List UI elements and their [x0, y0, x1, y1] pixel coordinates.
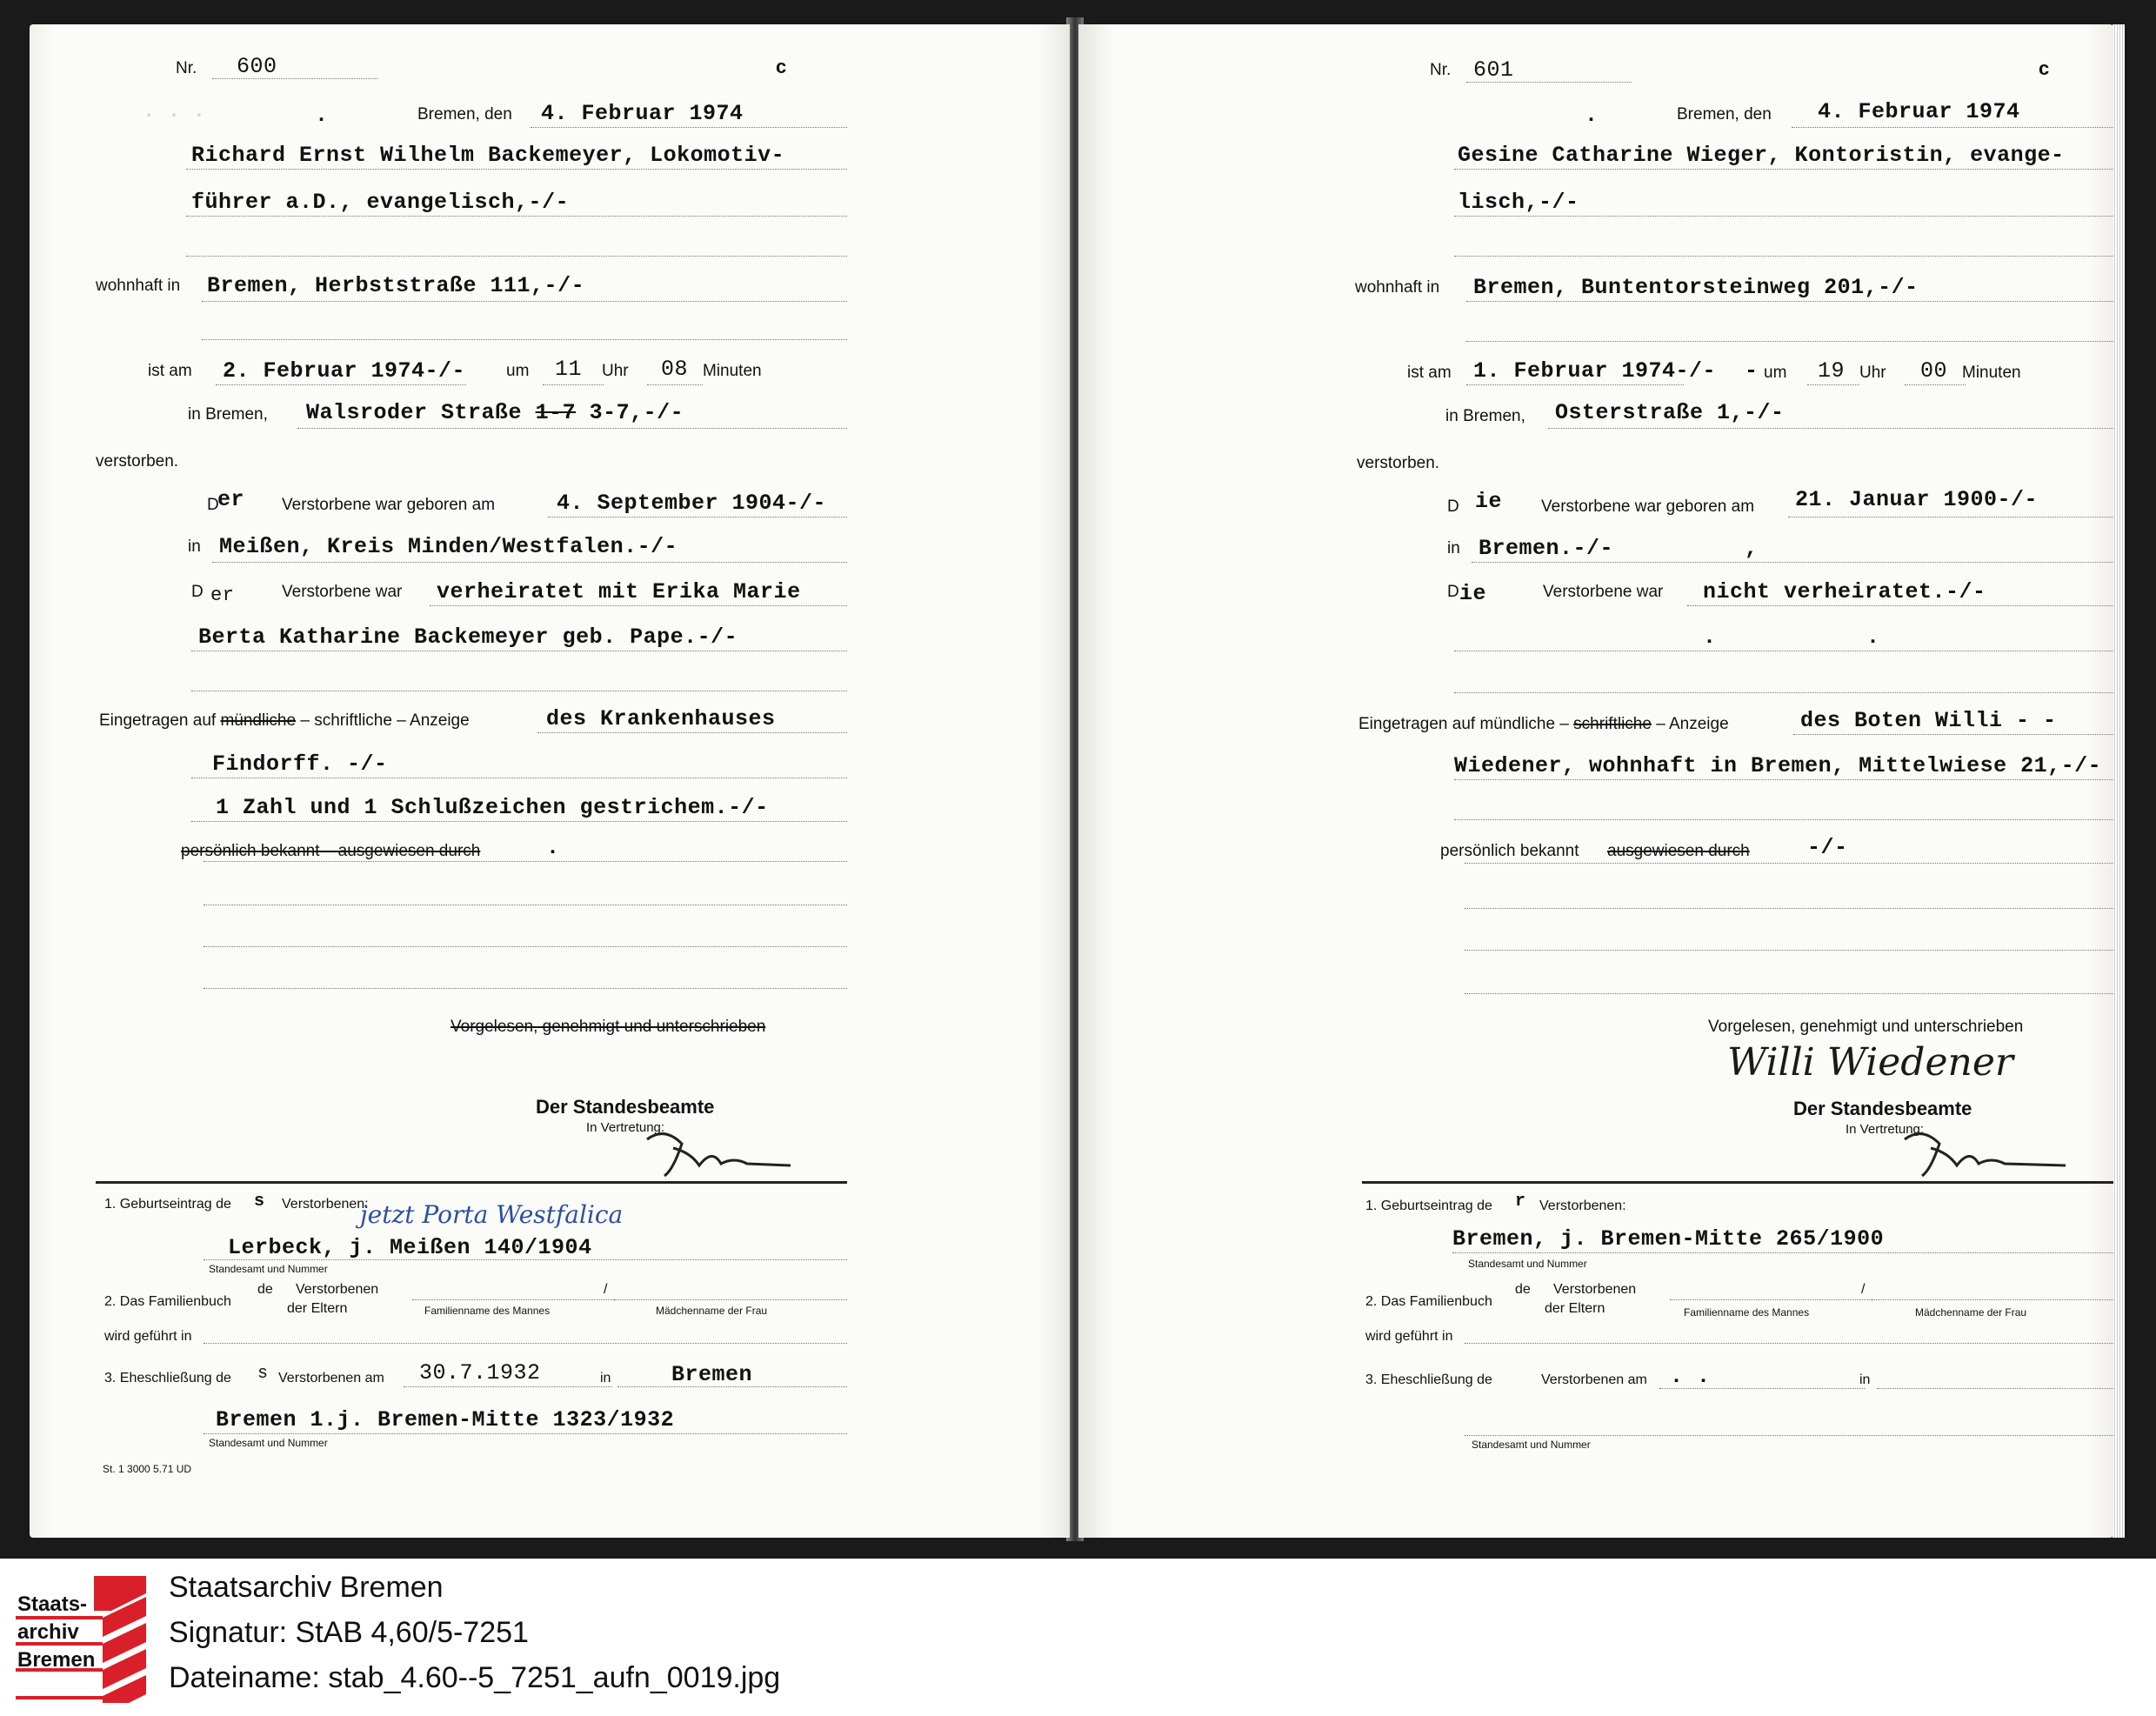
standesamt-nummer-label-2: Standesamt und Nummer	[209, 1437, 328, 1449]
der-eltern: der Eltern	[1545, 1301, 1605, 1316]
marital-status: nicht verheiratet.-/-	[1703, 579, 1986, 604]
verstorbenen-short: Verstorbenen	[296, 1282, 379, 1297]
verstorbenen-label: Verstorbenen:	[282, 1197, 369, 1212]
in-label: in	[1447, 539, 1460, 558]
familienbuch-label: 2. Das Familienbuch	[104, 1294, 231, 1309]
dot: .	[1585, 103, 1599, 128]
death-place: Osterstraße 1,-/-	[1555, 400, 1785, 425]
eheschliessung-label: 3. Eheschließung de	[1365, 1372, 1492, 1387]
death-place: Walsroder Straße 1-7 3-7,-/-	[306, 400, 684, 425]
verstorben-label: verstorben.	[1357, 454, 1440, 472]
verstorbenen-label: Verstorbenen:	[1539, 1199, 1626, 1213]
geburtseintrag-label: 1. Geburtseintrag de	[104, 1197, 231, 1212]
in-label: in	[188, 538, 201, 556]
verstorbenen-am: Verstorbenen am	[278, 1371, 384, 1385]
d-suffix-2: ie	[1459, 581, 1487, 606]
institution-name: Staatsarchiv Bremen	[169, 1571, 444, 1604]
geburtseintrag-s: r	[1515, 1192, 1526, 1212]
vertretung-label: In Vertretung:	[586, 1120, 665, 1135]
marriage-entry: Bremen 1.j. Bremen-Mitte 1323/1932	[216, 1407, 675, 1432]
ist-am-label: ist am	[148, 362, 192, 380]
de-label: de	[1515, 1282, 1531, 1297]
report-1: des Krankenhauses	[546, 706, 776, 731]
c-mark: c	[2039, 57, 2050, 79]
dot: .	[315, 103, 329, 128]
geburtseintrag-value: Bremen, j. Bremen-Mitte 265/1900	[1452, 1226, 1885, 1252]
vorgelesen-label: Vorgelesen, genehmigt und unterschrieben	[451, 1018, 766, 1036]
wohnhaft-label: wohnhaft in	[96, 277, 181, 295]
standesbeamte-label: Der Standesbeamte	[1793, 1098, 1972, 1119]
bleed-through: · · ·	[143, 104, 206, 128]
city-date-label: Bremen, den	[1677, 105, 1772, 124]
familienname-mann: Familienname des Mannes	[1684, 1306, 1810, 1319]
form-code: St. 1 3000 5.71 UD	[103, 1463, 192, 1475]
d-letter: D	[207, 496, 219, 514]
verstorbenen-short: Verstorbenen	[1553, 1282, 1637, 1297]
ausgewiesen-label: ausgewiesen durch	[1607, 842, 1750, 860]
gefuehrt-label: wird geführt in	[104, 1329, 192, 1344]
deceased-name-1: Gesine Catharine Wieger, Kontoristin, evange-	[1458, 143, 2065, 168]
standesamt-nummer-label: Standesamt und Nummer	[1468, 1258, 1587, 1270]
birth-place: Bremen.-/-	[1478, 536, 1614, 561]
birth-place: Meißen, Kreis Minden/Westfalen.-/-	[219, 534, 678, 559]
der-eltern: der Eltern	[287, 1301, 348, 1316]
verstorben-label: verstorben.	[96, 452, 179, 471]
report-1: des Boten Willi - -	[1800, 708, 2057, 733]
maedchenname-frau: Mädchenname der Frau	[656, 1305, 768, 1317]
record-date: 4. Februar 1974	[541, 101, 744, 126]
persoenlich-mark: -/-	[1807, 835, 1848, 860]
d-letter: D	[1447, 497, 1459, 516]
death-hour: 11	[555, 357, 583, 382]
marriage-marks: . .	[1670, 1364, 1711, 1389]
informant-signature: Willi Wiedener	[1727, 1040, 2013, 1085]
in-bremen-label: in Bremen,	[1445, 407, 1525, 425]
record-number: 600	[237, 54, 277, 79]
logo-text-1: Staats-	[17, 1592, 88, 1616]
geburtseintrag-s: s	[254, 1192, 265, 1212]
d-suffix: er	[217, 487, 245, 512]
d-suffix: ie	[1475, 489, 1503, 514]
de-label: de	[257, 1282, 273, 1297]
ist-am-label: ist am	[1407, 364, 1452, 382]
wohnhaft-label: wohnhaft in	[1355, 278, 1440, 297]
report-2: Findorff. -/-	[212, 751, 388, 777]
d-letter-2: D	[191, 583, 204, 601]
right-page: Nr. 601 c . Bremen, den 4. Februar 1974 Gesine Catharine Wieger, Kontoristin, evange- lisch,-/- wohnhaft in Bremen, Buntentorsteinweg 201,-/- ist am 1. Februar 1974-/- - um 19 Uhr 00 Minuten in Bremen, Osterstraße 1,-/- verstorben. D ie Verstorbene war geboren am 21. Januar 1900-/- in Bremen.-/- , D ie Verstorbene war nicht verheiratet.-/- . . Eingetragen auf mündliche – schriftliche – Anzeige des Boten Willi - - Wiedener, wohnhaft in Bremen, Mittelwiese 21,-/- persönlich bekannt ausgewiesen durch -/- Vorgelesen, genehmigt und unterschrieben Willi Wiedener Der Standesbeamte In Vertretung: 1. Geburtseintrag de r Verstorbenen: Bremen, j. Bremen-Mitte 265/1900 Standesamt und Nummer 2. Das Familienbuch de Verstorbenen der Eltern / Familienname des Mannes Mädchenname der Frau wird geführt in 3. Eheschließung de Verstorbenen am . . in Standesamt und Nummer	[1078, 24, 2113, 1538]
maedchenname-frau: Mädchenname der Frau	[1915, 1306, 2027, 1319]
record-number: 601	[1473, 57, 1514, 83]
persoenlich-label: persönlich bekannt – ausgewiesen durch	[181, 842, 481, 860]
death-minutes: 00	[1920, 358, 1948, 384]
death-date: 1. Februar 1974-/-	[1473, 358, 1717, 384]
birth-comma: ,	[1745, 536, 1759, 561]
dateiname: Dateiname: stab_4.60--5_7251_aufn_0019.jpg	[169, 1661, 781, 1694]
marriage-date: 30.7.1932	[419, 1360, 541, 1385]
geburtseintrag-label: 1. Geburtseintrag de	[1365, 1199, 1492, 1213]
standesamt-nummer-label: Standesamt und Nummer	[209, 1263, 328, 1275]
standesbeamte-label: Der Standesbeamte	[536, 1096, 715, 1118]
page-edges	[2113, 24, 2125, 1538]
archive-footer	[0, 1559, 2156, 1716]
verstorbenen-am: Verstorbenen am	[1541, 1372, 1647, 1387]
birth-date: 21. Januar 1900-/-	[1795, 487, 2039, 512]
in-bremen-label: in Bremen,	[188, 405, 268, 424]
eheschliessung-s: s	[257, 1364, 269, 1384]
staatsarchiv-logo	[16, 1576, 146, 1706]
handwritten-note: jetzt Porta Westfalica	[360, 1200, 624, 1229]
eingetragen-label: Eingetragen auf mündliche – schriftliche – Anzeige	[99, 711, 470, 730]
familienbuch-label: 2. Das Familienbuch	[1365, 1294, 1492, 1309]
d-letter-2: D	[1447, 583, 1459, 601]
report-2: Wiedener, wohnhaft in Bremen, Mittelwiese 21,-/-	[1454, 753, 2102, 778]
marital-status-2: Berta Katharine Backemeyer geb. Pape.-/-	[198, 624, 738, 650]
eheschliessung-label: 3. Eheschließung de	[104, 1371, 231, 1385]
uhr-label: Uhr	[602, 362, 629, 380]
war-label: Verstorbene war	[282, 583, 403, 601]
nr-label: Nr.	[176, 59, 197, 77]
residence: Bremen, Buntentorsteinweg 201,-/-	[1473, 275, 1919, 300]
in-short: in	[600, 1371, 611, 1385]
deceased-name-1: Richard Ernst Wilhelm Backemeyer, Lokomotiv-	[191, 143, 785, 168]
uhr-label: Uhr	[1859, 364, 1886, 382]
record-date: 4. Februar 1974	[1818, 99, 2020, 124]
city-date-label: Bremen, den	[417, 105, 512, 124]
death-minutes: 08	[661, 357, 689, 382]
minuten-label: Minuten	[703, 362, 762, 380]
death-hour: 19	[1818, 358, 1846, 384]
minuten-label: Minuten	[1962, 364, 2021, 382]
residence: Bremen, Herbststraße 111,-/-	[207, 273, 585, 298]
geboren-label: Verstorbene war geboren am	[1541, 497, 1755, 516]
vertretung-label: In Vertretung:	[1846, 1122, 1925, 1137]
in-short: in	[1859, 1372, 1871, 1387]
report-3: 1 Zahl und 1 Schlußzeichen gestrichem.-/-	[216, 795, 769, 820]
official-signature	[1896, 1122, 2070, 1183]
marriage-place: Bremen	[671, 1362, 753, 1387]
c-mark: c	[776, 56, 787, 77]
deceased-name-2: führer a.D., evangelisch,-/-	[191, 190, 570, 215]
standesamt-nummer-label-2: Standesamt und Nummer	[1472, 1439, 1591, 1451]
logo-text-3: Bremen	[17, 1648, 96, 1672]
left-page: · · · Nr. 600 c . Bremen, den 4. Februar 1974 Richard Ernst Wilhelm Backemeyer, Lokomotiv- führer a.D., evangelisch,-/- wohnhaft in Bremen, Herbststraße 111,-/- ist am 2. Februar 1974-/- um 11 Uhr 08 Minuten in Bremen, Walsroder Straße 1-7 3-7,-/- verstorben. D er Verstorbene war geboren am 4. September 1904-/- in Meißen, Kreis Minden/Westfalen.-/- D er Verstorbene war verheiratet mit Erika Marie Berta Katharine Backemeyer geb. Pape.-/- Eingetragen auf mündliche – schriftliche – Anzeige des Krankenhauses Findorff. -/- 1 Zahl und 1 Schlußzeichen gestrichem.-/- persönlich bekannt – ausgewiesen durch . Vorgelesen, genehmigt und unterschrieben Der Standesbeamte In Vertretung: 1. Geburtseintrag de s Verstorbenen: jetzt Porta Westfalica Lerbeck, j. Meißen 140/1904 Standesamt und Nummer 2. Das Familienbuch de Verstorbenen der Eltern / Familienname des Mannes Mädchenname der Frau wird geführt in 3. Eheschließung de s Verstorbenen am 30.7.1932 in Bremen Bremen 1.j. Bremen-Mitte 1323/1932 Standesamt und Nummer St. 1 3000 5.71 UD	[30, 24, 1070, 1538]
logo-text-2: archiv	[17, 1620, 79, 1644]
geburtseintrag-value: Lerbeck, j. Meißen 140/1904	[228, 1235, 592, 1260]
nr-label: Nr.	[1430, 61, 1452, 79]
d-suffix-2: er	[210, 584, 235, 606]
death-date: 2. Februar 1974-/-	[223, 358, 466, 384]
um-label: um	[1764, 364, 1787, 382]
geboren-label: Verstorbene war geboren am	[282, 496, 496, 514]
official-signature	[638, 1122, 795, 1183]
birth-date: 4. September 1904-/-	[557, 491, 827, 516]
marital-status-1: verheiratet mit Erika Marie	[437, 579, 801, 604]
war-label: Verstorbene war	[1543, 583, 1664, 601]
um-label: um	[506, 362, 530, 380]
vorgelesen-label: Vorgelesen, genehmigt und unterschrieben	[1708, 1018, 2024, 1036]
signatur: Signatur: StAB 4,60/5-7251	[169, 1616, 529, 1649]
eingetragen-label: Eingetragen auf mündliche – schriftliche – Anzeige	[1358, 715, 1729, 733]
familienname-mann: Familienname des Mannes	[424, 1305, 551, 1317]
persoenlich-dot: .	[546, 835, 560, 860]
persoenlich-label: persönlich bekannt	[1440, 842, 1579, 860]
gefuehrt-label: wird geführt in	[1365, 1329, 1453, 1344]
deceased-name-2: lisch,-/-	[1458, 190, 1579, 215]
